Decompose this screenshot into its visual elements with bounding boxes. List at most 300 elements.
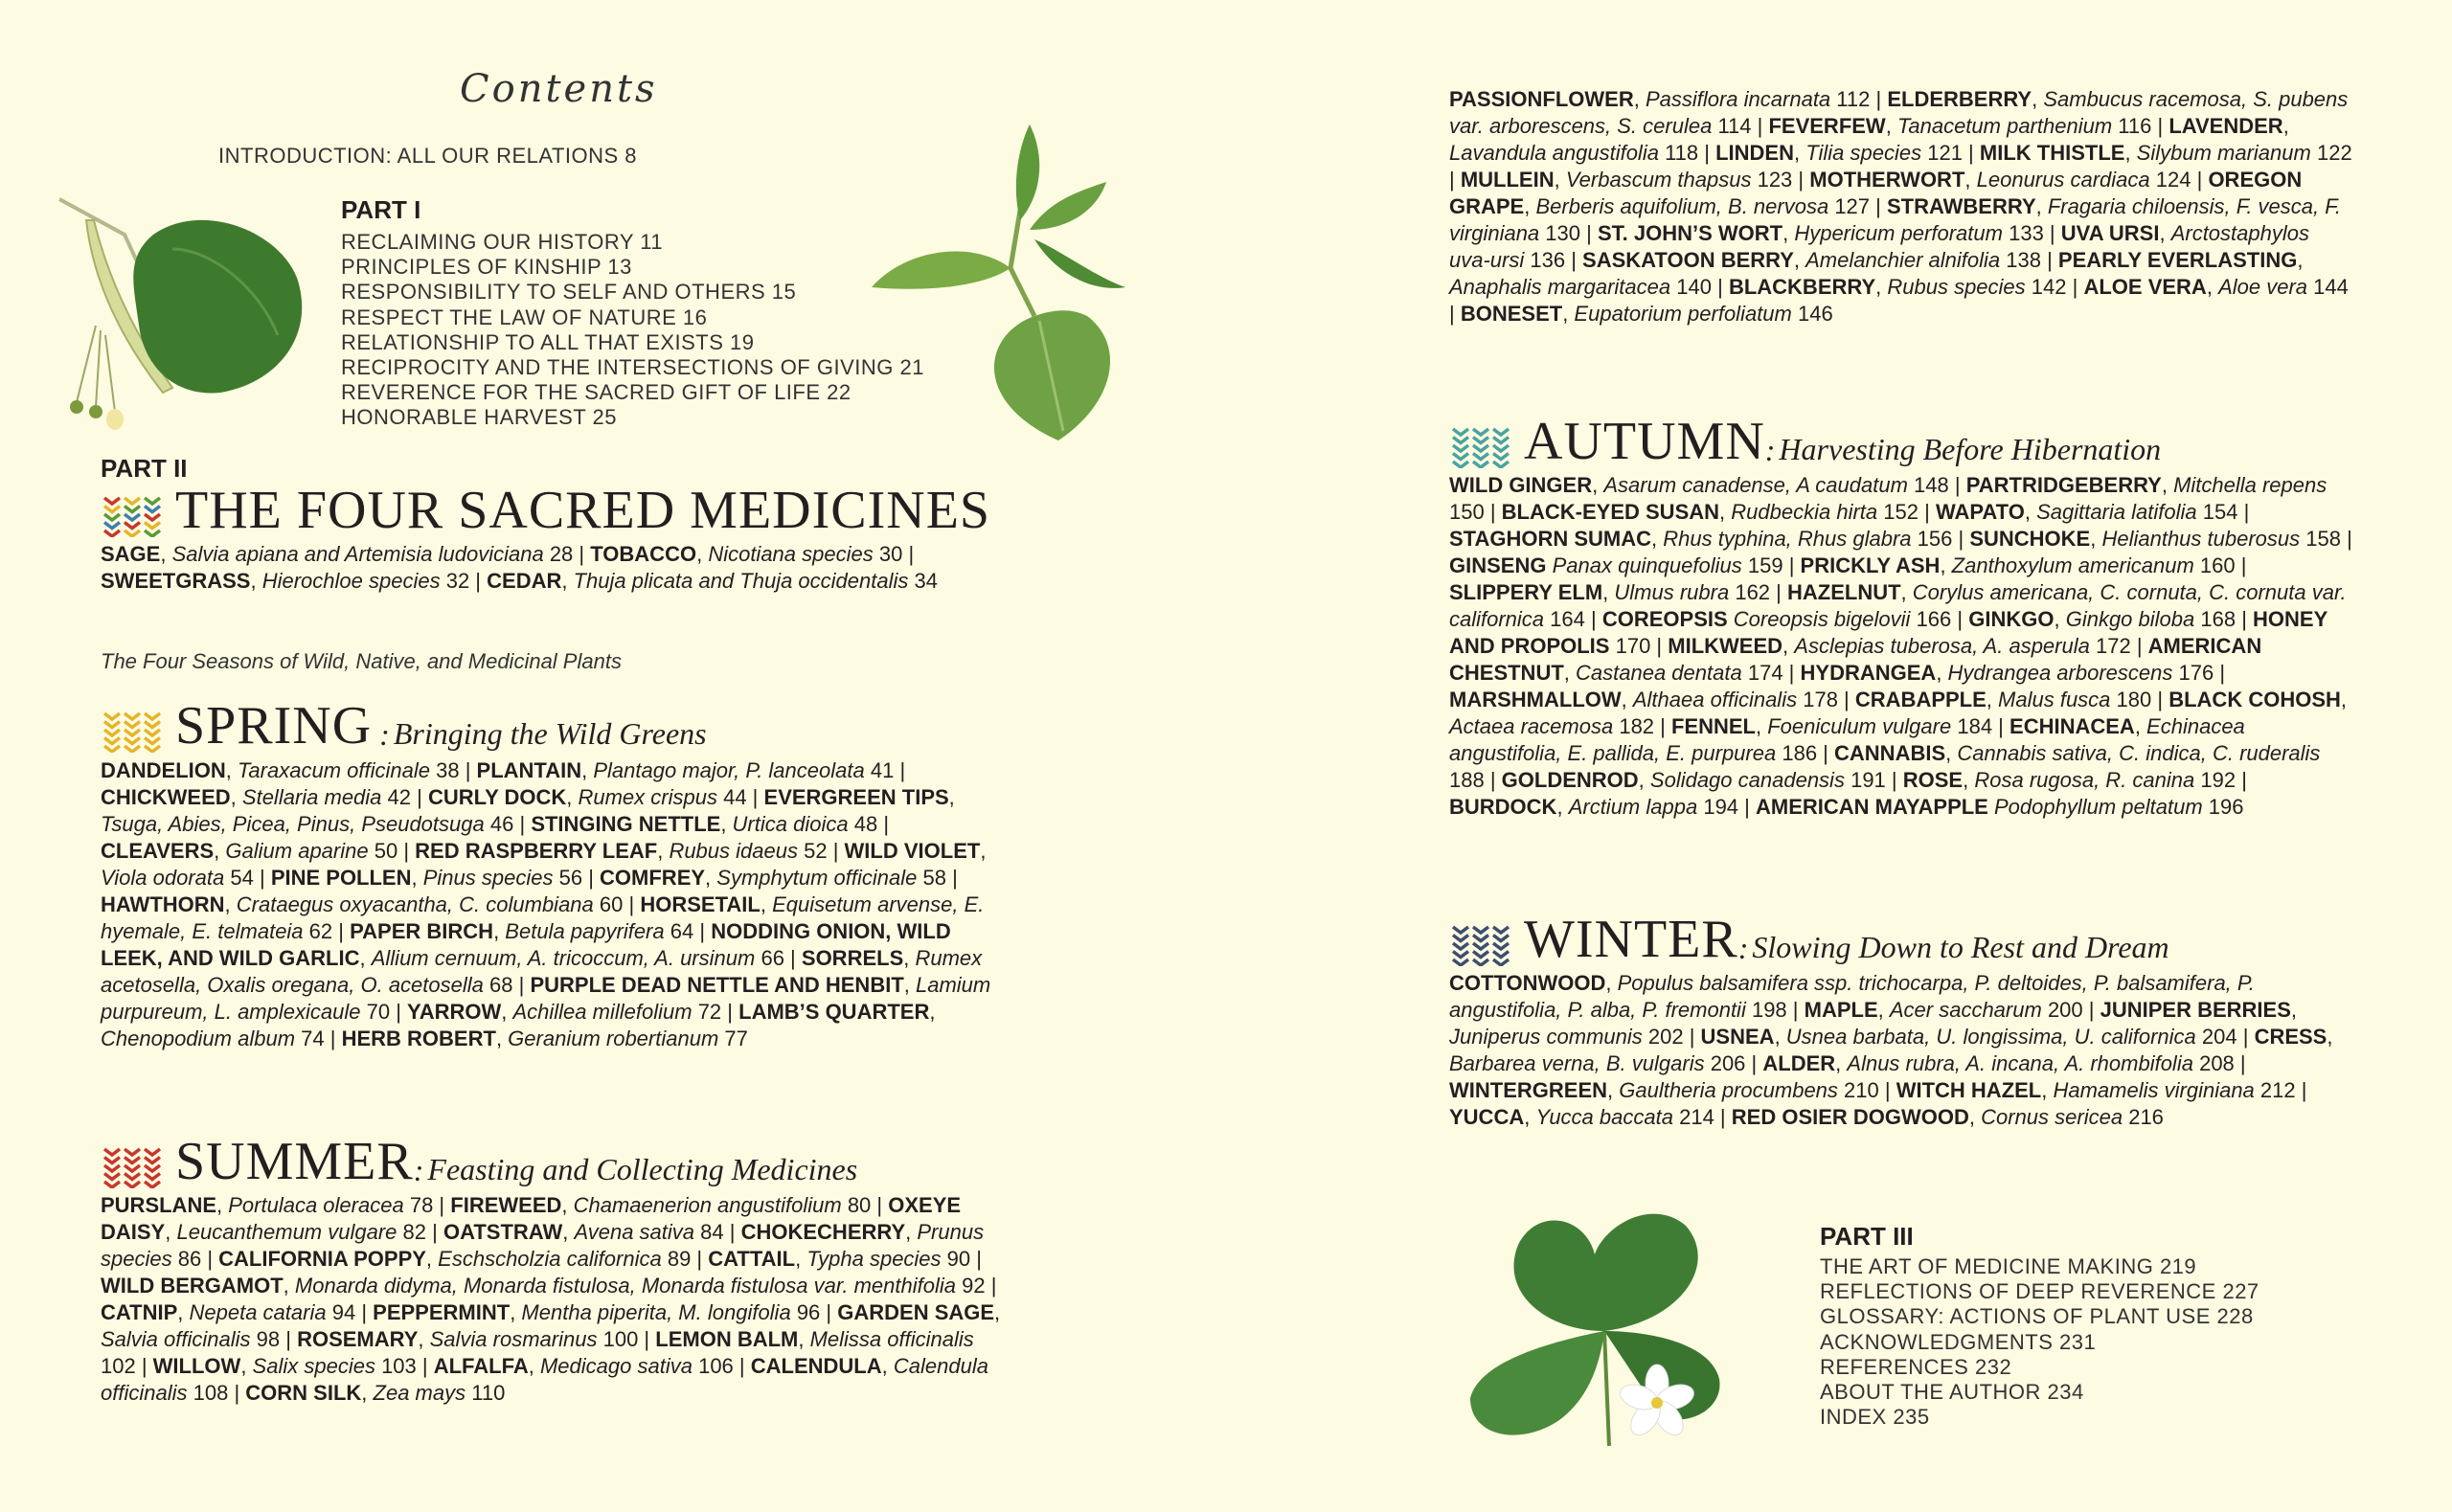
plant-entry[interactable]: CEDAR, Thuja plicata and Thuja occidentalis 34 [487,569,938,593]
plant-latin-name: Viola odorata [101,866,225,890]
plant-entry[interactable]: AMERICAN CHESTNUT, Castanea dentata 174 [1449,634,2262,685]
plant-entry[interactable]: LAMB’S QUARTER, Chenopodium album 74 [101,1000,936,1050]
toc-item[interactable]: PRINCIPLES OF KINSHIP 13 [341,255,632,280]
plant-entry[interactable]: MULLEIN, Verbascum thapsus 123 [1460,168,1793,192]
separator: | [2151,688,2169,711]
page-number: 188 [1449,768,1485,792]
separator: | [1484,768,1502,792]
separator: | [827,839,845,863]
plant-entry[interactable]: PLANTAIN, Plantago major, P. lanceolata 41 [476,758,895,782]
separator: | [416,1354,434,1378]
plant-entry[interactable]: RED RASPBERRY LEAF, Rubus idaeus 52 [415,839,828,863]
plant-entry[interactable]: ALFALFA, Medicago sativa 106 [433,1354,734,1378]
colon: : [413,1153,424,1187]
colon: : [1764,433,1776,467]
plant-latin-name: Ulmus rubra [1614,580,1730,604]
page-number: 110 [471,1381,506,1405]
plant-name: SAGE [101,542,161,566]
plant-entry[interactable]: MAPLE, Acer saccharum 200 [1804,998,2083,1022]
chevron-mark [104,514,120,520]
page-number: 116 [2118,114,2152,138]
page-number: 98 [256,1327,281,1351]
plant-latin-name: Zea mays [373,1381,466,1405]
plant-entry[interactable]: LEMON BALM, Melissa officinalis 102 [101,1327,974,1378]
chevron-mark [145,1158,160,1163]
page-number: 54 [230,866,254,890]
plant-name: AMERICAN MAYAPPLE [1756,795,1988,819]
plant-name: RED OSIER DOGWOOD [1731,1105,1969,1129]
separator: | [783,946,802,970]
plant-entry[interactable]: ELDERBERRY, Sambucus racemosa, S. pubens var. arborescens, S. cerulea 114 [1449,87,2349,138]
plant-name: WAPATO [1935,500,2025,524]
page-number: 56 [558,866,583,890]
page-number: 92 [962,1274,986,1298]
plant-entry[interactable]: CATNIP, Nepeta cataria 94 [101,1300,356,1324]
plant-name: LEMON BALM [655,1327,799,1351]
plant-latin-name: Galium aparine [225,839,369,863]
plant-name: MULLEIN [1460,168,1555,192]
toc-item[interactable]: ACKNOWLEDGMENTS 231 [1820,1329,2097,1354]
spring-heading [101,696,707,756]
plant-latin-name: Calendula officinalis [101,1354,988,1405]
summer-continued-entries [1449,86,2354,327]
page-number: 204 [2201,1025,2237,1049]
plant-entry[interactable]: JUNIPER BERRIES, Juniperus communis 202 [1449,998,2298,1049]
toc-item[interactable]: INDEX 235 [1820,1405,1930,1430]
plant-entry[interactable]: SUNCHOKE, Helianthus tuberosus 158 [1969,527,2341,551]
separator: | [426,1220,443,1244]
page-number: 148 [1914,473,1949,497]
chevron-mark [1453,454,1468,460]
page-number: 158 [2305,527,2341,551]
plant-entry[interactable]: ALDER, Alnus rubra, A. incana, A. rhombifolia 208 [1762,1051,2235,1075]
separator: | [2151,114,2169,138]
plant-entry[interactable]: PAPER BIRCH, Betula papyrifera 64 [350,919,694,943]
separator: | [2235,553,2247,577]
chevron-mark [145,1182,160,1187]
plant-latin-name: Salvia apiana and Artemisia ludoviciana [171,542,544,566]
plant-entry[interactable]: PINE POLLEN, Pinus species 56 [270,866,583,890]
separator: | [1992,714,2010,738]
plant-entry[interactable]: CRABAPPLE, Malus fusca 180 [1854,688,2152,711]
plant-entry[interactable]: SWEETGRASS, Hierochloe species 32 [101,569,470,593]
plant-latin-name: Populus balsamifera ssp. trichocarpa, P. deltoides, P. balsamifera, P. angustifolia, P. alba, P. fremontii [1449,971,2255,1022]
plant-latin-name: Juniperus communis [1449,1025,1643,1049]
plant-entry[interactable]: ROSEMARY, Salvia rosmarinus 100 [297,1327,639,1351]
plant-name: EVERGREEN TIPS [763,785,949,809]
page-number: 121 [1927,141,1963,165]
plant-entry[interactable]: CURLY DOCK, Rumex crispus 44 [427,785,747,809]
plant-entry[interactable]: GARDEN SAGE, Salvia officinalis 98 [101,1300,1001,1351]
plant-latin-name: Passiflora incarnata [1645,87,1831,111]
plant-entry[interactable]: STINGING NETTLE, Urtica dioica 48 [531,812,878,836]
plant-entry[interactable]: CHOKECHERRY, Prunus species 86 [101,1220,985,1271]
page-number: 156 [1917,527,1953,551]
plant-name: BLACK-EYED SUSAN [1501,500,1720,524]
separator: | [945,866,958,890]
page-number: 41 [870,758,895,782]
separator: | [1580,221,1598,245]
part2-heading: PART II [101,454,188,483]
plant-entry[interactable]: WILD BERGAMOT, Monarda didyma, Monarda fistulosa, Monarda fistulosa var. menthifolia 92 [101,1274,986,1298]
plant-entry[interactable]: FIREWEED, Chamaenerion angustifolium 80 [450,1193,872,1217]
plant-entry[interactable]: ROSE, Rosa rugosa, R. canina 192 [1902,768,2236,792]
plant-latin-name: Barbarea verna, B. vulgaris [1449,1051,1705,1075]
chevron-pattern-svg [1449,426,1510,468]
winter-entries [1449,970,2354,1131]
plant-entry[interactable]: PEARLY EVERLASTING, Anaphalis margaritacea 140 [1449,248,2304,299]
plant-entry[interactable]: CORN SILK, Zea mays 110 [245,1381,506,1405]
toc-item[interactable]: RECLAIMING OUR HISTORY 11 [341,230,664,254]
plant-latin-name: Lavandula angustifolia [1449,141,1659,165]
plant-entry[interactable]: CALIFORNIA POPPY, Eschscholzia californica 89 [218,1247,692,1271]
page-number: 178 [1803,688,1838,711]
plant-entry[interactable]: MILK THISTLE, Silybum marianum 122 [1979,141,2352,165]
plant-entry[interactable]: HYDRANGEA, Hydrangea arborescens 176 [1800,661,2214,685]
plant-name: PEARLY EVERLASTING [2057,248,2298,272]
plant-entry[interactable]: PURPLE DEAD NETTLE AND HENBIT, Lamium purpureum, L. amplexicaule 70 [101,973,991,1024]
plant-name: PASSIONFLOWER [1449,87,1634,111]
separator: | [723,1220,741,1244]
plant-latin-name: Rosa rugosa, R. canina [1974,768,2195,792]
page-number: 208 [2199,1051,2235,1075]
chevron-mark [125,1182,140,1187]
plant-name: CHOKECHERRY [740,1220,906,1244]
plant-latin-name: Lamium purpureum, L. amplexicaule [101,973,991,1024]
plant-entry[interactable]: ALOE VERA, Aloe vera 144 [2083,275,2349,299]
plant-latin-name: Asarum canadense, A caudatum [1603,473,1908,497]
plant-latin-name: Arctostaphylos uva-ursi [1449,221,2309,272]
page-number: 123 [1757,168,1793,192]
separator: | [894,758,906,782]
separator: | [2130,634,2148,658]
plant-name: TOBACCO [590,542,697,566]
autumn-heading [1449,412,2162,471]
plant-entry[interactable]: WILD VIOLET, Viola odorata 54 [101,839,987,890]
plant-entry[interactable]: DANDELION, Taraxacum officinale 38 [101,758,460,782]
plant-entry[interactable]: YUCCA, Yucca baccata 214 [1449,1105,1714,1129]
separator: | [1786,998,1805,1022]
plant-entry[interactable]: CHICKWEED, Stellaria media 42 [101,785,412,809]
plant-latin-name: Achillea millefolium [512,1000,692,1024]
chevron-pattern-icon [1449,924,1510,966]
page-number: 180 [2116,688,2152,711]
plant-latin-name: Cornus sericea [1981,1105,2123,1129]
chevron-pattern-svg [101,495,162,537]
plant-name: MARSHMALLOW [1449,688,1622,711]
toc-item[interactable]: THE ART OF MEDICINE MAKING 219 [1820,1254,2197,1278]
plant-latin-name: Hamamelis virginiana [2053,1078,2255,1102]
separator: | [1952,527,1970,551]
chevron-mark [125,1158,140,1163]
plant-entry[interactable]: USNEA, Usnea barbata, U. longissima, U. californica 204 [1700,1025,2237,1049]
plant-latin-name: Salvia rosmarinus [429,1327,598,1351]
plant-entry[interactable]: CATTAIL, Typha species 90 [708,1247,971,1271]
chevron-mark [1473,936,1488,941]
plant-entry[interactable]: WINTERGREEN, Gaultheria procumbens 210 [1449,1078,1879,1102]
separator: | [582,866,601,890]
plant-entry[interactable] [1449,553,1783,577]
plant-entry[interactable]: FEVERFEW, Tanacetum parthenium 116 [1768,114,2152,138]
plant-entry[interactable] [1756,795,2244,819]
chevron-mark [145,1165,160,1171]
separator: | [2236,768,2247,792]
chevron-mark [1493,943,1509,949]
plant-entry[interactable]: MILKWEED, Asclepias tuberosa, A. asperula 172 [1668,634,2131,658]
four-sacred-medicines-heading [101,481,991,540]
section-subtitle: Feasting and Collecting Medicines [427,1152,858,1186]
plant-name: ECHINACEA [2009,714,2135,738]
toc-item[interactable]: RESPECT THE LAW OF NATURE 16 [341,305,708,329]
page-number: 114 [1717,114,1752,138]
plant-entry[interactable]: CLEAVERS, Galium aparine 50 [101,839,398,863]
page-number: 127 [1834,194,1871,218]
separator: | [355,1300,374,1324]
plant-entry[interactable]: GOLDENROD, Solidago canadensis 191 [1501,768,1886,792]
separator: | [513,812,532,836]
plant-entry[interactable]: LINDEN, Tilia species 121 [1715,141,1963,165]
chevron-mark [125,722,140,728]
plant-name: CRESS [2254,1025,2327,1049]
separator: | [1770,580,1787,604]
plant-entry[interactable]: GINKGO, Ginkgo biloba 168 [1968,607,2236,631]
plant-name: HAWTHORN [101,892,225,916]
separator: | [1584,607,1602,631]
chevron-mark [145,1174,160,1180]
plant-latin-name: Thuja plicata and Thuja occidentalis [573,569,909,593]
plant-latin-name: Silybum marianum [2136,141,2311,165]
plant-name: GOLDENROD [1501,768,1639,792]
separator: | [691,1247,709,1271]
chevron-mark [104,498,120,504]
chevron-mark [125,514,140,520]
page-number: 84 [700,1220,724,1244]
plant-entry[interactable]: ST. JOHN’S WORT, Hypericum perforatum 133 [1597,221,2044,245]
separator: | [2236,1025,2255,1049]
plant-latin-name: Sagittaria latifolia [2036,500,2197,524]
page-number: 68 [489,973,513,997]
separator: | [1698,141,1716,165]
page-number: 42 [387,785,412,809]
separator: | [693,919,712,943]
page-number: 86 [177,1247,202,1271]
plant-latin-name: Crataegus oxyacantha, C. columbiana [236,892,594,916]
plant-entry[interactable]: STAGHORN SUMAC, Rhus typhina, Rhus glabra 156 [1449,527,1953,551]
plant-entry[interactable]: WILLOW, Salix species 103 [152,1354,417,1378]
toc-item[interactable]: REFLECTIONS OF DEEP REVERENCE 227 [1820,1279,2259,1304]
plant-name: CEDAR [487,569,562,593]
plant-entry[interactable]: OXEYE DAISY, Leucanthemum vulgare 82 [101,1193,962,1244]
plant-entry[interactable]: CALENDULA, Calendula officinalis 108 [101,1354,988,1405]
plant-entry[interactable]: HERB ROBERT, Geranium robertianum 77 [341,1027,748,1050]
page-number: 38 [436,758,460,782]
page-number: 216 [2128,1105,2164,1129]
toc-item[interactable]: REVERENCE FOR THE SACRED GIFT OF LIFE 22 [341,380,851,405]
toc-item[interactable]: ABOUT THE AUTHOR 234 [1820,1380,2084,1405]
page-number: 46 [489,812,514,836]
plant-entry[interactable]: BLACK COHOSH, Actaea racemosa 182 [1449,688,2348,738]
page-number: 133 [2009,221,2044,245]
plant-entry[interactable]: PARTRIDGEBERRY, Mitchella repens 150 [1449,473,2327,524]
plant-latin-name: Echinacea angustifolia, E. pallida, E. purpurea [1449,714,2245,765]
chevron-mark [1473,429,1488,435]
separator: | [1484,500,1502,524]
page-number: 89 [667,1247,692,1271]
separator: | [2234,1051,2246,1075]
page-number: 30 [878,542,903,566]
chevron-mark [125,1149,140,1155]
plant-entry[interactable]: SAGE, Salvia apiana and Artemisia ludoviciana 28 [101,542,574,566]
separator: | [397,839,416,863]
page-number: 108 [193,1381,229,1405]
page-number: 184 [1957,714,1993,738]
plant-latin-name: Geranium robertianum [508,1027,719,1050]
plant-name: AMERICAN CHESTNUT [1449,634,2262,685]
chevron-mark [145,738,160,744]
chevron-mark [1473,454,1488,460]
plant-entry[interactable]: SORRELS, Rumex acetosella, Oxalis oregana, O. acetosella 68 [101,946,983,997]
chevron-pattern-svg [1449,924,1510,966]
plant-entry[interactable]: BLACK-EYED SUSAN, Rudbeckia hirta 152 [1501,500,1918,524]
separator: | [985,1274,997,1298]
plant-name: NODDING ONION, WILD LEEK, AND WILD GARLIC [101,919,951,970]
section-subtitle: Bringing the Wild Greens [393,716,707,751]
page-number: 214 [1679,1105,1714,1129]
chevron-mark [104,713,120,719]
plant-name: CHICKWEED [101,785,231,809]
plant-name: SUNCHOKE [1969,527,2091,551]
separator: | [1918,500,1936,524]
plant-name: PINE POLLEN [270,866,412,890]
plant-latin-name: Castanea dentata [1576,661,1742,685]
toc-item[interactable]: RECIPROCITY AND THE INTERSECTIONS OF GIVING 21 [341,355,924,380]
separator: | [1654,714,1671,738]
plant-entry[interactable]: HAWTHORN, Crataegus oxyacantha, C. columbiana 60 [101,892,624,916]
plant-name: STRAWBERRY [1886,194,2036,218]
page-number: 162 [1735,580,1771,604]
page-number: 152 [1883,500,1918,524]
plant-name: SASKATOON BERRY [1582,248,1794,272]
plant-entry[interactable]: SLIPPERY ELM, Ulmus rubra 162 [1449,580,1771,604]
plant-entry[interactable]: PURSLANE, Portulaca oleracea 78 [101,1193,434,1217]
toc-item[interactable]: RESPONSIBILITY TO SELF AND OTHERS 15 [341,280,797,305]
plant-latin-name: Tilia species [1805,141,1922,165]
page-number: 168 [2200,607,2236,631]
plant-name: COMFREY [600,866,706,890]
summer-entries [101,1192,1006,1407]
plant-entry[interactable]: PRICKLY ASH, Zanthoxylum americanum 160 [1800,553,2236,577]
separator: | [1870,87,1888,111]
plant-entry[interactable]: PASSIONFLOWER, Passiflora incarnata 112 [1449,87,1871,111]
spring-entries [101,757,1006,1052]
plant-entry[interactable]: UVA URSI, Arctostaphylos uva-ursi 136 [1449,221,2309,272]
toc-item[interactable]: RELATIONSHIP TO ALL THAT EXISTS 19 [341,329,755,354]
plant-entry[interactable]: RED OSIER DOGWOOD, Cornus sericea 216 [1731,1105,2164,1129]
chevron-pattern-icon [101,1146,162,1188]
plant-entry[interactable]: WITCH HAZEL, Hamamelis virginiana 212 [1896,1078,2296,1102]
plant-latin-name: Rudbeckia hirta [1731,500,1878,524]
plant-name: PARTRIDGEBERRY [1965,473,2162,497]
page-number: 144 [2313,275,2349,299]
plant-entry[interactable]: CANNABIS, Cannabis sativa, C. indica, C. ruderalis 188 [1449,741,2321,792]
separator: | [1751,114,1769,138]
plant-latin-name: Symphytum officinale [716,866,918,890]
plant-entry[interactable] [1602,607,1951,631]
page-number: 100 [602,1327,639,1351]
plant-entry[interactable]: MARSHMALLOW, Althaea officinalis 178 [1449,688,1838,711]
part1-heading: PART I [341,195,421,224]
plant-entry[interactable]: EVERGREEN TIPS, Tsuga, Abies, Picea, Pinus, Pseudotsuga 46 [101,785,955,836]
chevron-mark [125,746,140,752]
chevron-mark [104,746,120,752]
plant-name: BURDOCK [1449,795,1557,819]
toc-item[interactable]: REFERENCES 232 [1820,1354,2012,1379]
plant-entry[interactable]: CRESS, Barbarea verna, B. vulgaris 206 [1449,1025,2333,1075]
plant-name: ALFALFA [433,1354,529,1378]
plant-entry[interactable]: FENNEL, Foeniculum vulgare 184 [1671,714,1993,738]
page-number: 48 [853,812,878,836]
plant-latin-name: Solidago canadensis [1649,768,1845,792]
page-number: 94 [331,1300,356,1324]
plant-name: LAVENDER [2168,114,2283,138]
separator: | [1711,275,1729,299]
plant-entry[interactable]: MOTHERWORT, Leonurus cardiaca 124 [1809,168,2191,192]
separator: | [1782,553,1801,577]
part3-heading: PART III [1820,1222,1914,1251]
separator: | [280,1327,298,1351]
toc-item[interactable]: HONORABLE HARVEST 25 [341,405,617,430]
plant-entry[interactable]: COTTONWOOD, Populus balsamifera ssp. trichocarpa, P. deltoides, P. balsamifera, P. angustifolia, P. alba, P. fremontii 198 [1449,971,2255,1022]
colon: : [1737,931,1749,965]
toc-item[interactable]: GLOSSARY: ACTIONS OF PLANT USE 228 [1820,1304,2254,1329]
plant-entry[interactable]: BONESET, Eupatorium perfoliatum 146 [1460,302,1833,326]
plant-latin-name: Anaphalis margaritacea [1449,275,1671,299]
chevron-mark [1473,927,1488,933]
separator: | [2066,275,2084,299]
plant-entry[interactable]: ECHINACEA, Echinacea angustifolia, E. pallida, E. purpurea 186 [1449,714,2245,765]
plant-entry[interactable]: HAZELNUT, Corylus americana, C. cornuta, C. cornuta var. californica 164 [1449,580,2347,631]
chevron-mark [145,1149,160,1155]
page-number: 194 [1703,795,1739,819]
plant-entry[interactable]: WILD GINGER, Asarum canadense, A caudatum 148 [1449,473,1949,497]
page-number: 174 [1747,661,1783,685]
winter-heading [1449,910,2169,969]
plant-entry[interactable]: OATSTRAW, Avena sativa 84 [443,1220,724,1244]
page-number: 212 [2259,1078,2296,1102]
plant-entry[interactable]: BLACKBERRY, Rubus species 142 [1728,275,2067,299]
plant-entry[interactable]: PEPPERMINT, Mentha piperita, M. longifolia 96 [373,1300,821,1324]
plant-entry[interactable]: YARROW, Achillea millefolium 72 [407,1000,722,1024]
plant-entry[interactable]: NODDING ONION, WILD LEEK, AND WILD GARLIC, Allium cernuum, A. tricoccum, A. ursinum 66 [101,919,951,970]
plant-entry[interactable]: COMFREY, Symphytum officinale 58 [600,866,946,890]
plant-name: FEVERFEW [1768,114,1886,138]
plant-entry[interactable]: BURDOCK, Arctium lappa 194 [1449,795,1739,819]
plant-entry[interactable]: STRAWBERRY, Fragaria chiloensis, F. vesca, F. virginiana 130 [1449,194,2341,245]
plant-entry[interactable]: SASKATOON BERRY, Amelanchier alnifolia 138 [1582,248,2041,272]
page-number: 32 [445,569,470,593]
plant-entry[interactable]: TOBACCO, Nicotiana species 30 [590,542,903,566]
plant-entry[interactable]: WAPATO, Sagittaria latifolia 154 [1935,500,2238,524]
plant-latin-name: Gaultheria procumbens [1619,1078,1838,1102]
plant-name: WILLOW [152,1354,241,1378]
plant-entry[interactable]: HORSETAIL, Equisetum arvense, E. hyemale, E. telmateia 62 [101,892,985,943]
plant-entry[interactable]: LAVENDER, Lavandula angustifolia 118 [1449,114,2289,165]
plant-entry[interactable]: OREGON GRAPE, Berberis aquifolium, B. nervosa 127 [1449,168,2303,218]
toc-introduction[interactable]: INTRODUCTION: ALL OUR RELATIONS 8 [218,144,638,168]
page-number: 52 [804,839,828,863]
chevron-mark [1453,445,1468,451]
page-number: 70 [366,1000,391,1024]
